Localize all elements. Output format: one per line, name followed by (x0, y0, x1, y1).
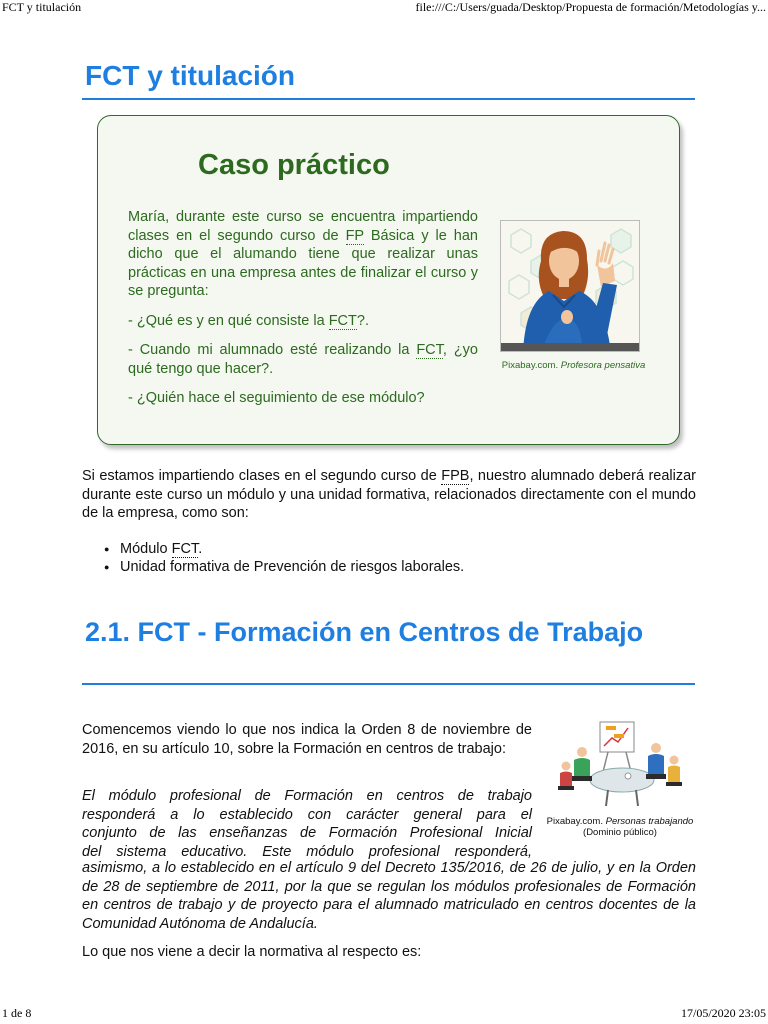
people-working-image (552, 718, 690, 810)
abbr-fct[interactable]: FCT (171, 541, 199, 557)
print-footer (0, 1006, 768, 1022)
case-study-box (97, 115, 680, 445)
abbr-fct[interactable]: FCT (416, 342, 443, 358)
quote-paragraph-rest: asimismo, a lo establecido en el artículo 9 del Decreto 135/2016, de 26 de julio, y en la Orden de 28 de septiembre de 2011, por la que se regulan los módulos profesionales de Formación en centros de trabajo y de proyecto para el alumnado matriculado en centros docentes de la Comunidad Autónoma de Andalucía. (82, 860, 696, 932)
section-rule (82, 683, 695, 685)
section-closing-paragraph: Lo que nos viene a decir la normativa al respecto es: (82, 944, 422, 960)
thinking-teacher-illustration (501, 221, 640, 352)
intro-paragraph: Si estamos impartiendo clases en el segundo curso de FPB, nuestro alumnado deberá realizar durante este curso un módulo y una unidad formativa, relacionados directamente con el mundo de la empresa, como son: (82, 468, 696, 521)
thinking-teacher-image (500, 220, 640, 352)
quote-paragraph-head: El módulo profesional de Formación en centros de trabajo responderá a lo establecido con carácter general para el conjunto de las enseñanzas de Formación Profesional Inicial del sistema educativo. Este módulo profesional responderá, (82, 788, 532, 860)
case-question-3: - ¿Quién hace el seguimiento de ese módulo? (128, 390, 425, 406)
print-header-title: FCT y titulación (2, 0, 82, 14)
list-item: ● Unidad formativa de Prevención de riesgos laborales. (104, 558, 464, 576)
list-item: ● Módulo FCT. (104, 540, 464, 558)
section-heading: 2.1. FCT - Formación en Centros de Trabajo (85, 617, 644, 647)
case-question-1: - ¿Qué es y en qué consiste la FCT?. (128, 312, 369, 329)
print-header (0, 0, 768, 16)
case-study-title: Caso práctico (198, 149, 390, 181)
page-number: 1 de 8 (2, 1006, 32, 1020)
print-header-url: file:///C:/Users/guada/Desktop/Propuesta de formación/Metodologías y... (415, 0, 766, 14)
title-rule (82, 98, 695, 100)
people-working-illustration (552, 718, 690, 810)
print-datetime: 17/05/2020 23:05 (680, 1006, 766, 1020)
section-intro-paragraph: Comencemos viendo lo que nos indica la Orden 8 de noviembre de 2016, en su artículo 10, sobre la Formación en centros de trabajo: (82, 722, 532, 757)
bullet-list (104, 540, 464, 576)
case-question-2: - Cuando mi alumnado esté realizando la FCT, ¿yo qué tengo que hacer?. (128, 342, 478, 377)
page-title: FCT y titulación (85, 60, 295, 91)
case-study-text (128, 208, 478, 419)
abbr-fct[interactable]: FCT (328, 312, 357, 329)
thinking-teacher-caption: Pixabay.com. Profesora pensativa (501, 360, 646, 371)
abbr-fp[interactable]: FP (345, 227, 364, 244)
case-paragraph: María, durante este curso se encuentra impartiendo clases en el segundo curso de FP Básica y le han dicho que el alumando tiene que realizar unas prácticas en una empresa antes de finalizar el curso y se pregunta: (128, 209, 478, 299)
people-working-caption: Pixabay.com. Personas trabajando (Dominio público) (546, 816, 694, 838)
abbr-fpb[interactable]: FPB (441, 468, 470, 484)
